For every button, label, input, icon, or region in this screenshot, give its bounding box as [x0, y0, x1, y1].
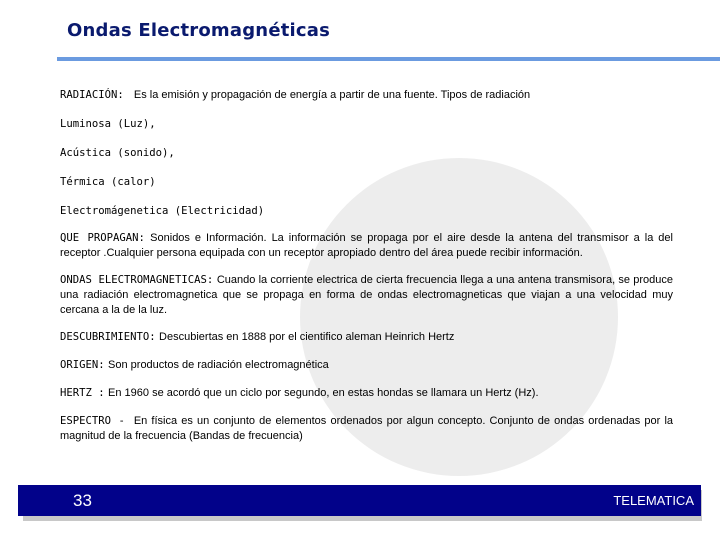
espectro-label: ESPECTRO -	[60, 415, 125, 427]
radiacion-text: Es la emisión y propagación de energía a partir de una fuente. Tipos de radiación	[133, 89, 531, 101]
slide-content	[60, 88, 673, 444]
slide-title: Ondas Electromagnéticas	[67, 20, 331, 41]
ondas-text: Cuando la corriente electrica de cierta frecuencia llega a una antena transmisora, se produce una radiación electromagnetica que se propaga en forma de ondas electromagneticas que viajan a una velocidad muy cercana a la de la luz.	[60, 274, 673, 316]
ondas-paragraph	[60, 273, 673, 318]
page-number: 33	[73, 491, 92, 510]
propagan-label: QUE PROPAGAN:	[60, 232, 145, 244]
propagan-paragraph	[60, 231, 673, 261]
tipo-termica: Térmica (calor)	[60, 176, 156, 188]
origen-label: ORIGEN:	[60, 359, 105, 371]
course-label: TELEMATICA	[613, 493, 694, 508]
hertz-text: En 1960 se acordó que un ciclo por segundo, en estas hondas se llamara un Hertz (Hz).	[108, 387, 539, 399]
espectro-text: En física es un conjunto de elementos ordenados por algun concepto. Conjunto de ondas ordenadas por la magnitud de la frecuencia (Bandas de frecuencia)	[60, 415, 674, 442]
tipo-electromagnetica: Electromágenetica (Electricidad)	[60, 205, 265, 217]
radiacion-paragraph	[60, 88, 673, 103]
radiacion-label: RADIACIÓN:	[60, 89, 124, 101]
ondas-label: ONDAS ELECTROMAGNETICAS:	[60, 274, 214, 286]
tipo-luminosa: Luminosa (Luz),	[60, 118, 156, 130]
descubrimiento-text: Descubiertas en 1888 por el cientifico aleman Heinrich Hertz	[159, 331, 455, 343]
descubrimiento-paragraph	[60, 330, 673, 345]
espectro-paragraph	[60, 414, 673, 444]
hertz-label: HERTZ :	[60, 387, 105, 399]
footer-bar	[18, 485, 701, 516]
propagan-text: Sonidos e Información. La información se propaga por el aire desde la antena del transmisor a la del receptor .Cualquier persona equipada con un receptor apropiado dentro del área puede recibir información.	[60, 232, 673, 259]
descubrimiento-label: DESCUBRIMIENTO:	[60, 331, 156, 343]
hertz-paragraph	[60, 386, 673, 401]
title-divider	[57, 57, 720, 61]
tipo-acustica: Acústica (sonido),	[60, 147, 175, 159]
origen-paragraph	[60, 358, 673, 373]
origen-text: Son productos de radiación electromagnética	[108, 359, 329, 371]
